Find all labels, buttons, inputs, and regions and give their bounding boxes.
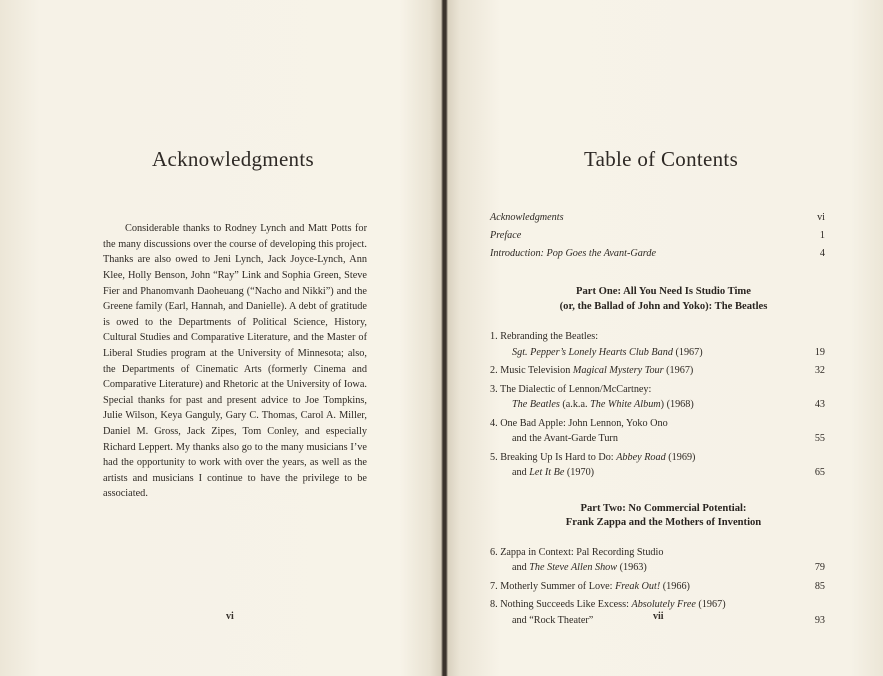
toc-entry-chapter-7[interactable]: 7. Motherly Summer of Love: Freak Out! (1966) 85 xyxy=(490,580,825,592)
acknowledgments-heading: Acknowledgments xyxy=(152,147,314,171)
table-of-contents xyxy=(490,209,825,631)
toc-entry-acknowledgments[interactable]: Acknowledgments vi xyxy=(490,212,825,223)
toc-entry-chapter-4[interactable]: 4. One Bad Apple: John Lennon, Yoko Ono and the Avant-Garde Turn 55 xyxy=(490,417,825,444)
toc-entry-preface[interactable]: Preface 1 xyxy=(490,230,825,241)
acknowledgments-body: Considerable thanks to Rodney Lynch and Matt Potts for the many discussions over the course of developing this project. Thanks are also owed to Jeni Lynch, Jack Joyce-Lynch, Ann Klee, Holly Benson, John “Ray” Link and Sophia Green, Steve Fier and Phanomvanh Daoheuang (“Nacho and Nikki”) and the Greene family (Earl, Hannah, and Danielle). A debt of gratitude is owed to the Departments of Political Science, History, Cultural Studies and Comparative Literature, and the Master of Liberal Studies program at the University of Minnesota; also, the Departments of Cinematic Arts (formerly Cinema and Comparative Literature) and Rhetoric at the University of Iowa. Special thanks for past and present advice to Joe Tompkins, Julie Wilson, Keya Ganguly, Gary C. Thomas, Carol A. Miller, Daniel M. Gross, Jack Zipes, Tom Conley, and especially Richard Leppert. My thanks also go to the many musicians I’ve had the opportunity to work with over the years, as well as the artists and musicians I continue to have the privilege to be associated. xyxy=(103,223,367,500)
toc-entry-chapter-8[interactable]: 8. Nothing Succeeds Like Excess: Absolutely Free (1967) and “Rock Theater” 93 xyxy=(490,599,825,626)
toc-entry-chapter-3[interactable]: 3. The Dialectic of Lennon/McCartney: The Beatles (a.k.a. The White Album) (1968) 43 xyxy=(490,383,825,410)
toc-entry-chapter-5[interactable]: 5. Breaking Up Is Hard to Do: Abbey Road (1969) and Let It Be (1970) 65 xyxy=(490,451,825,478)
part-one-title: Part One: All You Need Is Studio Time (or, the Ballad of John and Yoko): The Beatles xyxy=(559,286,768,312)
toc-entry-introduction[interactable]: Introduction: Pop Goes the Avant-Garde 4 xyxy=(490,248,825,259)
right-folio: vii xyxy=(653,611,664,622)
toc-entry-chapter-1[interactable]: 1. Rebranding the Beatles: Sgt. Pepper’s Lonely Hearts Club Band (1967) 19 xyxy=(490,331,825,358)
toc-entry-chapter-2[interactable]: 2. Music Television Magical Mystery Tour (1967) 32 xyxy=(490,365,825,376)
part-two-title: Part Two: No Commercial Potential: Frank Zappa and the Mothers of Invention xyxy=(565,502,762,528)
part-one-chapters xyxy=(490,329,825,481)
toc-entry-chapter-6[interactable]: 6. Zappa in Context: Pal Recording Studio and The Steve Allen Show (1963) 79 xyxy=(490,546,825,573)
toc-heading: Table of Contents xyxy=(583,147,739,171)
left-folio: vi xyxy=(226,611,234,622)
right-page xyxy=(447,0,883,676)
